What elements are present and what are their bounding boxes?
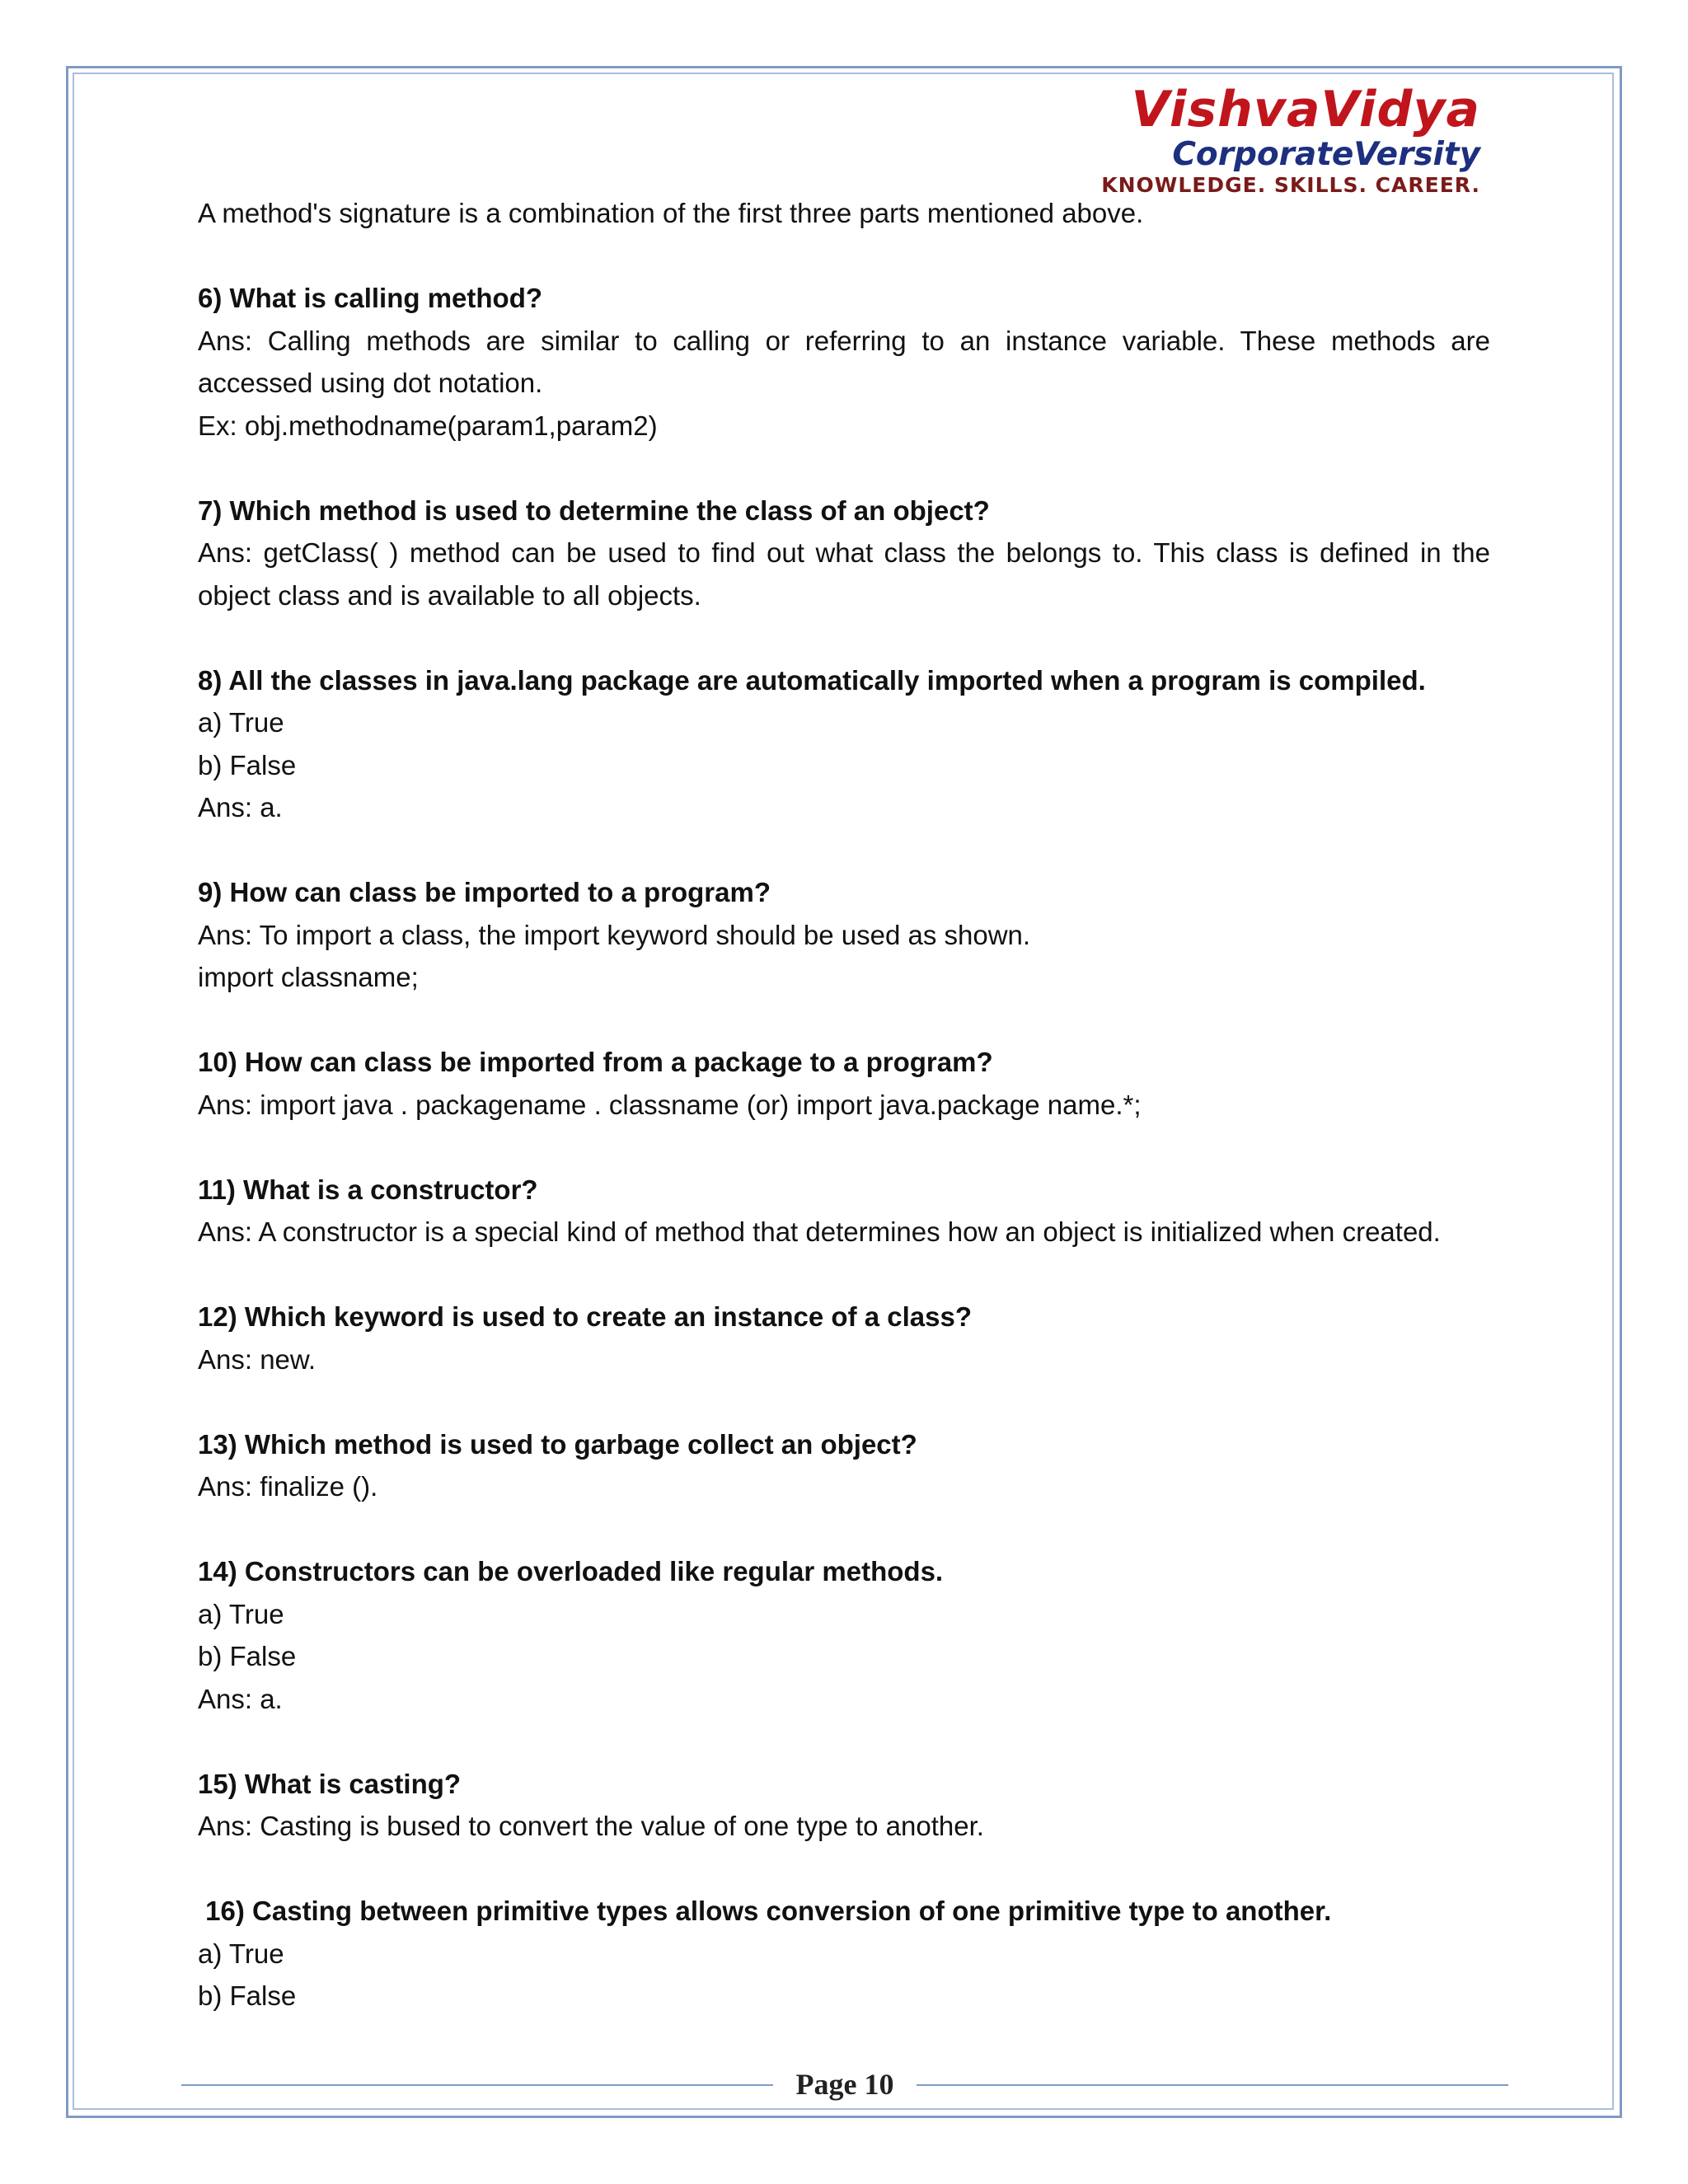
answer-line: Ans: a. (198, 1683, 283, 1714)
document-body (198, 192, 1490, 2018)
answer-line: Ans: new. (198, 1343, 316, 1375)
question-heading: 6) What is calling method? (198, 283, 543, 313)
question-heading: 9) How can class be imported to a program? (198, 877, 771, 907)
answer-line: import classname; (198, 962, 419, 992)
question-heading: 12) Which keyword is used to create an instance of a class? (198, 1301, 972, 1332)
answer-line: Ans: Calling methods are similar to calling or referring to an instance variable. These methods are accessed using dot notation. (198, 325, 1490, 398)
page-footer (181, 2060, 1508, 2110)
option-line: a) True (198, 1598, 284, 1629)
footer-rule-left (181, 2084, 773, 2086)
answer-line: Ans: A constructor is a special kind of method that determines how an object is initialized when created. (198, 1216, 1441, 1247)
question-heading: 7) Which method is used to determine the class of an object? (198, 494, 990, 526)
option-line: a) True (198, 1938, 284, 1969)
answer-line: Ans: getClass( ) method can be used to find out what class the belongs to. This class is defined in the object class and is available to all objects. (198, 537, 1490, 611)
option-line: a) True (198, 707, 284, 738)
question-heading: 14) Constructors can be overloaded like regular methods. (198, 1556, 944, 1586)
vishvavidya-logo (1068, 82, 1480, 198)
answer-line: Ex: obj.methodname(param1,param2) (198, 410, 658, 441)
answer-line: Ans: import java . packagename . classname (or) import java.package name.*; (198, 1089, 1142, 1120)
option-line: b) False (198, 1980, 297, 2011)
answer-line: Ans: Casting is bused to convert the value of one type to another. (198, 1811, 984, 1841)
option-line: b) False (198, 749, 297, 780)
question-heading: 13) Which method is used to garbage collect an object? (198, 1428, 917, 1460)
logo-subbrand: CorporateVersity (1172, 136, 1480, 173)
question-heading: 10) How can class be imported from a package to a program? (198, 1047, 993, 1077)
answer-line: Ans: a. (198, 792, 283, 823)
question-heading: 11) What is a constructor? (198, 1174, 538, 1205)
question-heading: 15) What is casting? (198, 1768, 462, 1799)
question-heading: 16) Casting between primitive types allows conversion of one primitive type to another. (198, 1896, 1332, 1926)
intro-paragraph: A method's signature is a combination of the first three parts mentioned above. (198, 198, 1144, 228)
logo-tagline: KNOWLEDGE. SKILLS. CAREER. (1101, 173, 1480, 197)
answer-line: Ans: To import a class, the import keyword should be used as shown. (198, 919, 1031, 950)
question-heading: 8) All the classes in java.lang package are automatically imported when a program is compiled. (198, 664, 1426, 696)
logo-brand: VishvaVidya (1131, 81, 1480, 138)
footer-rule-right (917, 2084, 1508, 2086)
page-number: Page 10 (795, 2068, 894, 2101)
answer-line: Ans: finalize (). (198, 1471, 378, 1502)
option-line: b) False (198, 1641, 297, 1671)
